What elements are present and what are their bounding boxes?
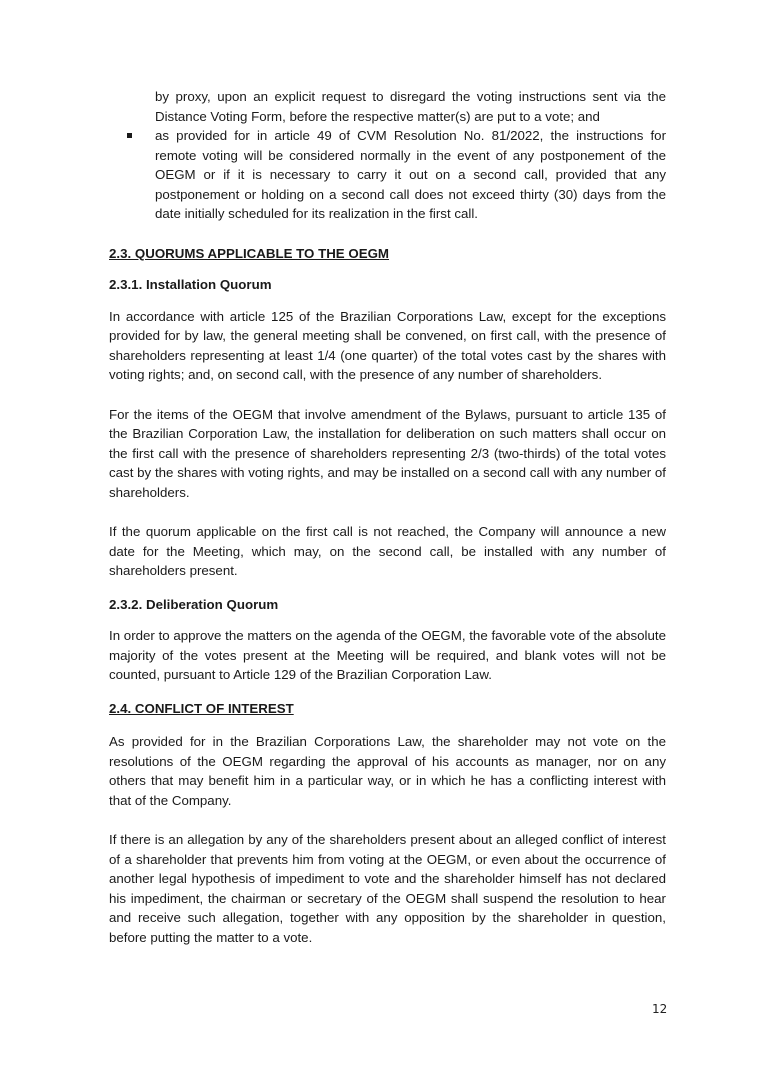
subsection-heading-deliberation-quorum: 2.3.2. Deliberation Quorum	[109, 596, 279, 612]
section-heading-conflict-of-interest: 2.4. CONFLICT OF INTEREST	[109, 700, 294, 716]
square-bullet-icon	[109, 126, 155, 224]
paragraph: For the items of the OEGM that involve amendment of the Bylaws, pursuant to article 135 of the Brazilian Corporation Law, the installation for deliberation on such matters shall occur on the first call with the presence of shareholders representing 2/3 (two-thirds) of the total votes cast by the shares with voting rights, and may be installed on a second call with any number of shareholders.	[109, 406, 666, 500]
subsection-heading-installation-quorum: 2.3.1. Installation Quorum	[109, 277, 272, 292]
list-item	[109, 126, 666, 224]
paragraph: In accordance with article 125 of the Brazilian Corporations Law, except for the exceptions provided for by law, the general meeting shall be convened, on first call, with the presence of shareholders representing at least 1/4 (one quarter) of the total votes cast by the shares with voting rights; and, on second call, with the presence of any number of shareholders.	[109, 308, 666, 382]
paragraph: If there is an allegation by any of the shareholders present about an alleged conflict of interest of a shareholder that prevents him from voting at the OEGM, or even about the occurrence of another legal hypothesis of impediment to vote and the shareholder himself has not declared his impediment, the chairman or secretary of the OEGM shall suspend the resolution to hear and receive such allegation, together with any opposition by the shareholder in question, before putting the matter to a vote.	[109, 832, 666, 945]
list-item-text: as provided for in article 49 of CVM Resolution No. 81/2022, the instructions for remote voting will be considered normally in the event of any postponement of the OEGM or if it is necessary to carry it out on a second call, provided that any postponement or holding on a second call does not exceed thirty (30) days from the date initially scheduled for its realization in the first call.	[155, 128, 666, 221]
page-content	[109, 87, 666, 947]
paragraph: As provided for in the Brazilian Corporations Law, the shareholder may not vote on the resolutions of the OEGM regarding the approval of his accounts as manager, nor on any others that may benefit him in a particular way, or in which he has a conflicting interest with that of the Company.	[109, 734, 666, 808]
list-item-continuation: by proxy, upon an explicit request to disregard the voting instructions sent via the Distance Voting Form, before the respective matter(s) are put to a vote; and	[155, 89, 666, 124]
paragraph: If the quorum applicable on the first call is not reached, the Company will announce a new date for the Meeting, which may, on the second call, be installed with any number of shareholders present.	[109, 524, 666, 578]
page-number: 12	[652, 1002, 668, 1016]
section-heading-quorums: 2.3. QUORUMS APPLICABLE TO THE OEGM	[109, 245, 390, 261]
paragraph: In order to approve the matters on the agenda of the OEGM, the favorable vote of the absolute majority of the votes present at the Meeting will be required, and blank votes will not be counted, pursuant to Article 129 of the Brazilian Corporation Law.	[109, 628, 666, 682]
